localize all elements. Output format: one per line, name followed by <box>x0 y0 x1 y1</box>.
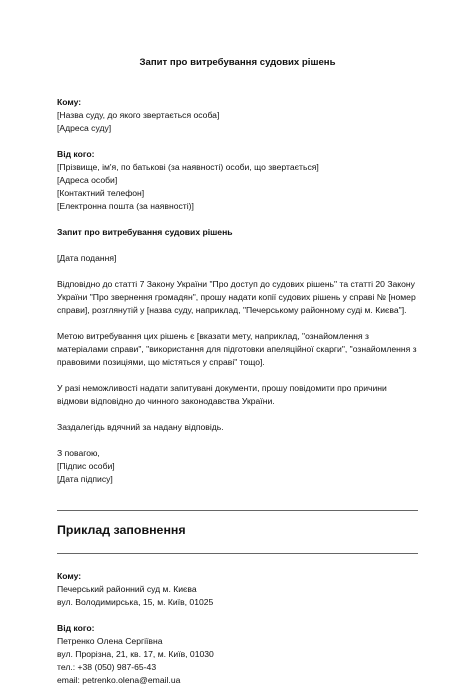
example-court-address: вул. Володимирська, 15, м. Київ, 01025 <box>57 597 214 607</box>
divider-top <box>57 510 418 511</box>
sender-address: [Адреса особи] <box>57 175 118 185</box>
recipient-block <box>57 96 418 135</box>
recipient-court-address: [Адреса суду] <box>57 123 112 133</box>
example-court-name: Печерський районний суд м. Києва <box>57 584 197 594</box>
example-sender-label: Від кого: <box>57 623 95 633</box>
sender-full-name: [Прізвище, ім'я, по батькові (за наявності) особи, що звертається] <box>57 162 319 172</box>
example-recipient-block <box>57 570 418 609</box>
document-title: Запит про витребування судових рішень <box>139 57 336 68</box>
example-sender-phone: тел.: +38 (050) 987-65-43 <box>57 662 157 672</box>
recipient-court-name: [Назва суду, до якого звертається особа] <box>57 110 220 120</box>
signature-date: [Дата підпису] <box>57 474 113 484</box>
submission-date: [Дата подання] <box>57 253 117 263</box>
example-sender-name: Петренко Олена Сергіївна <box>57 636 163 646</box>
refusal-paragraph: У разі неможливості надати запитувані документи, прошу повідомити про причини відмови відповідно до чинного законодавства України. <box>57 383 387 406</box>
sender-label: Від кого: <box>57 149 95 159</box>
signature-block <box>57 447 418 486</box>
purpose-paragraph: Метою витребування цих рішень є [вказати мету, наприклад, "ознайомлення з матеріалами справи", "використання для підготовки апеляційної скарги", "ознайомлення з правовими позиціями, що містяться у справі" тощо]. <box>57 331 417 367</box>
request-heading: Запит про витребування судових рішень <box>57 227 233 237</box>
request-paragraph: Відповідно до статті 7 Закону України "Про доступ до судових рішень" та статті 20 Закону України "Про звернення громадян", прошу надати копії судових рішень у справі № [номер справи], розглянутій у [назва суду, наприклад, "Печерському районному суді м. Києва"]. <box>57 279 416 315</box>
example-sender-address: вул. Прорізна, 21, кв. 17, м. Київ, 01030 <box>57 649 214 659</box>
closing-text: З повагою, <box>57 448 100 458</box>
divider-bottom <box>57 553 418 554</box>
example-recipient-label: Кому: <box>57 571 82 581</box>
recipient-label: Кому: <box>57 97 82 107</box>
sender-email: [Електронна пошта (за наявності)] <box>57 201 194 211</box>
example-sender-block <box>57 622 418 687</box>
sender-block <box>57 148 418 213</box>
example-title: Приклад заповнення <box>57 523 186 537</box>
sender-phone: [Контактний телефон] <box>57 188 145 198</box>
example-sender-email: email: petrenko.olena@email.ua <box>57 675 181 685</box>
thanks-paragraph: Заздалегідь вдячний за надану відповідь. <box>57 422 224 432</box>
signature-placeholder: [Підпис особи] <box>57 461 115 471</box>
